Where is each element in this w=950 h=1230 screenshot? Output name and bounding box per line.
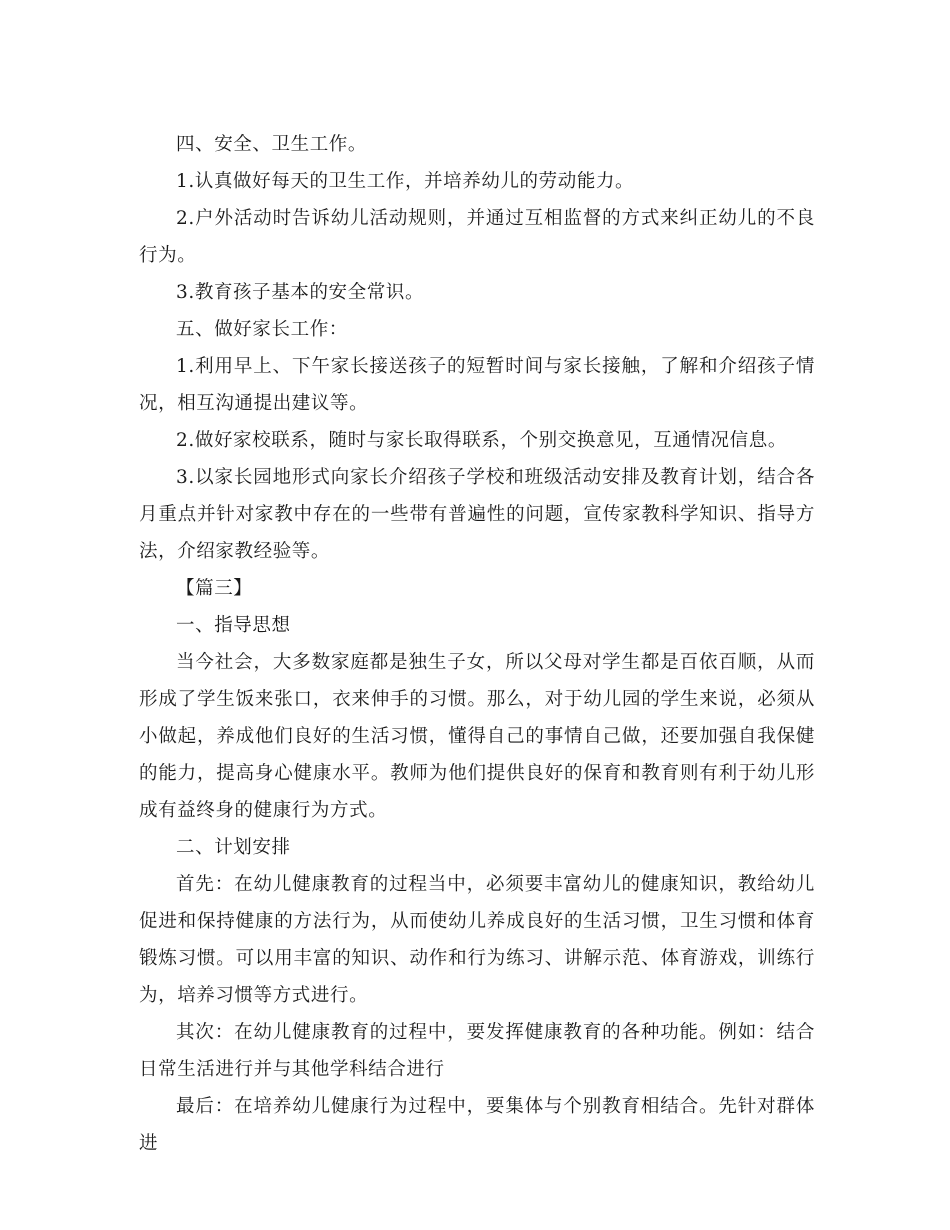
paragraph: 1.认真做好每天的卫生工作，并培养幼儿的劳动能力。 [176, 171, 635, 192]
section-heading-guiding-idea: 一、指导思想 [176, 615, 291, 636]
section-heading-parents: 五、做好家长工作： [176, 319, 348, 340]
paragraph: 其次：在幼儿健康教育的过程中，要发挥健康教育的各种功能。例如：结合日常生活进行并与其他学科结合进行 [139, 1022, 815, 1080]
paragraph: 2.做好家校联系，随时与家长取得联系，个别交换意见，互通情况信息。 [176, 430, 787, 451]
section-heading-plan: 二、计划安排 [176, 837, 291, 858]
paragraph: 最后：在培养幼儿健康行为过程中，要集体与个别教育相结合。先针对群体进 [139, 1096, 815, 1154]
document-body [139, 126, 815, 1162]
paragraph: 1.利用早上、下午家长接送孩子的短暂时间与家长接触，了解和介绍孩子情况，相互沟通提出建议等。 [139, 356, 815, 414]
paragraph: 2.户外活动时告诉幼儿活动规则，并通过互相监督的方式来纠正幼儿的不良行为。 [139, 208, 815, 266]
paragraph: 3.教育孩子基本的安全常识。 [176, 282, 425, 303]
paragraph: 当今社会，大多数家庭都是独生子女，所以父母对学生都是百依百顺，从而形成了学生饭来张口，衣来伸手的习惯。那么，对于幼儿园的学生来说，必须从小做起，养成他们良好的生活习惯，懂得自己的事情自己做，还要加强自我保健的能力，提高身心健康水平。教师为他们提供良好的保育和教育则有利于幼儿形成有益终身的健康行为方式。 [139, 652, 815, 821]
paragraph: 3.以家长园地形式向家长介绍孩子学校和班级活动安排及教育计划，结合各月重点并针对家教中存在的一些带有普遍性的问题，宣传家教科学知识、指导方法，介绍家教经验等。 [139, 467, 815, 562]
section-heading-safety: 四、安全、卫生工作。 [176, 134, 368, 155]
part-heading: 【篇三】 [176, 578, 253, 599]
paragraph: 首先：在幼儿健康教育的过程当中，必须要丰富幼儿的健康知识，教给幼儿促进和保持健康的方法行为，从而使幼儿养成良好的生活习惯，卫生习惯和体育锻炼习惯。可以用丰富的知识、动作和行为练习、讲解示范、体育游戏，训练行为，培养习惯等方式进行。 [139, 874, 815, 1006]
